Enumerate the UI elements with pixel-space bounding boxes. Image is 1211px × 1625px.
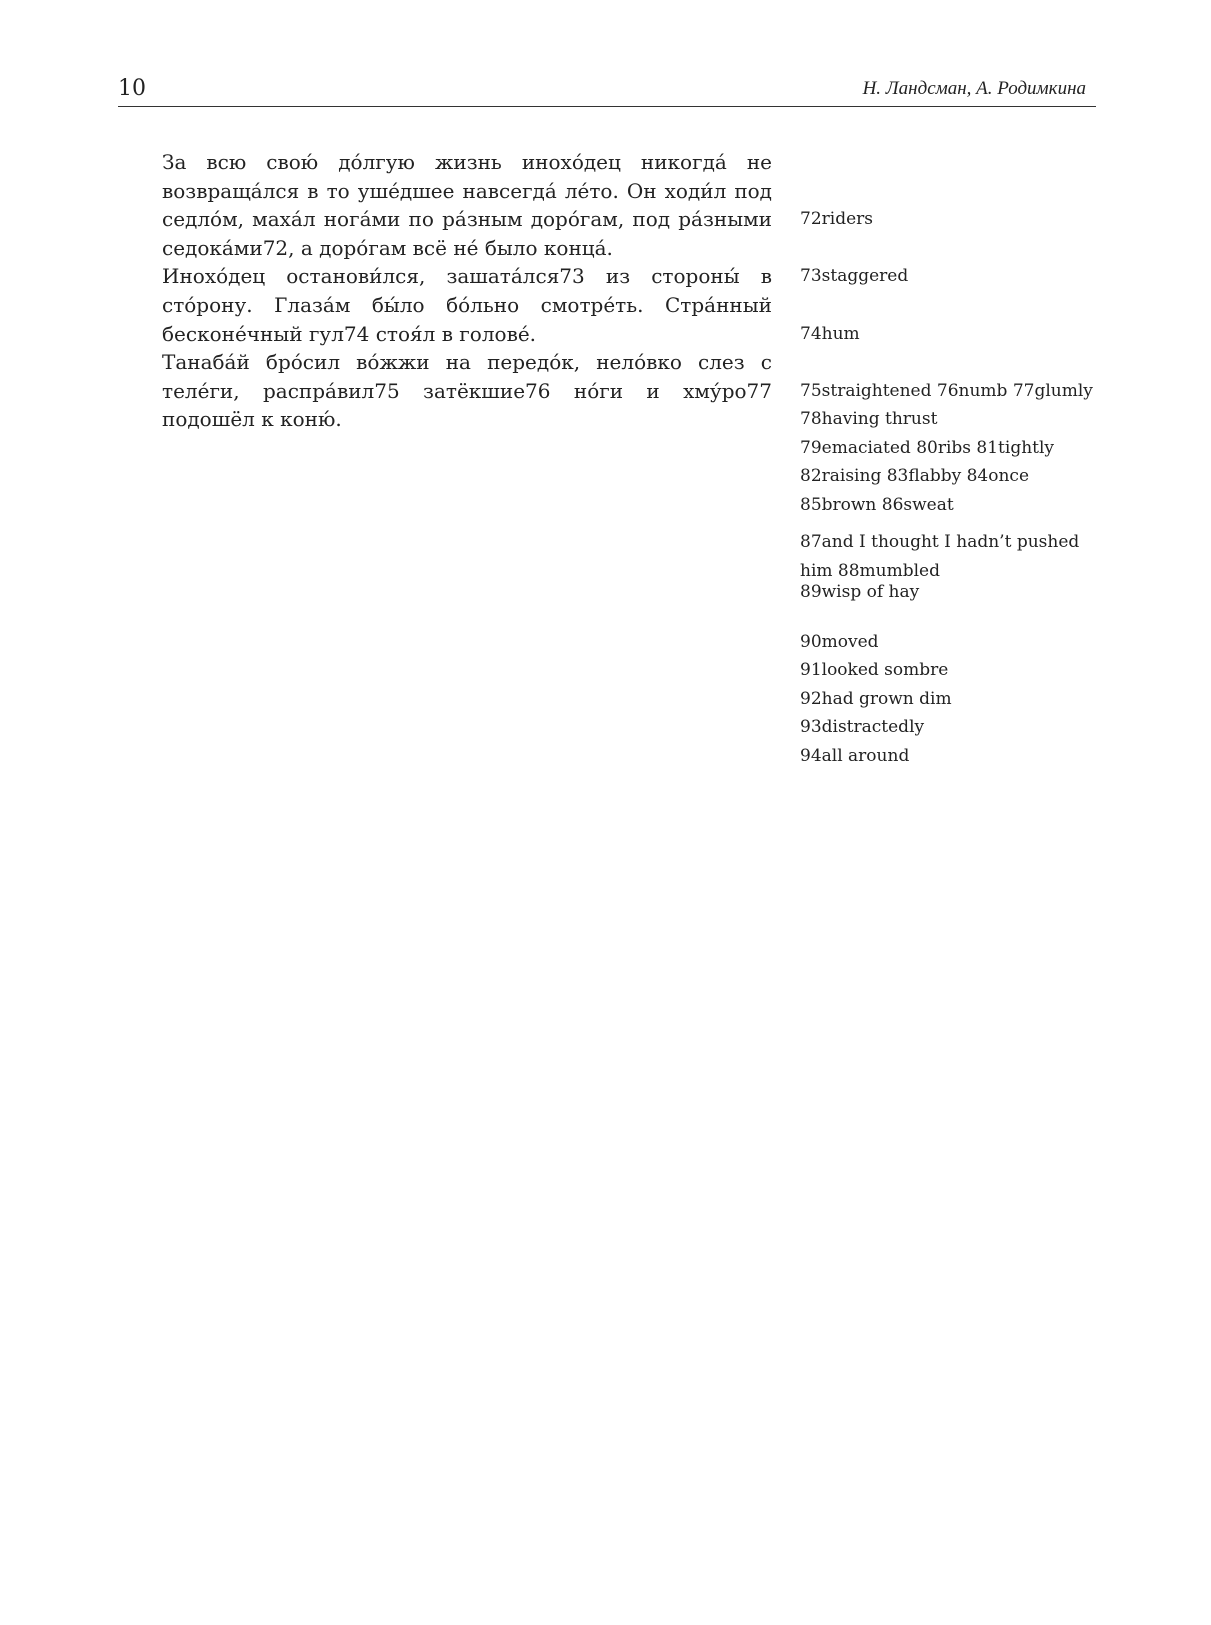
gloss: 82raising 83flabby 84once — [800, 466, 1030, 486]
gloss: 79emaciated 80ribs 81tightly — [800, 438, 1055, 458]
gloss: 93distractedly — [800, 717, 925, 737]
gloss: 87and I thought I hadn’t pushed him 88mumbled — [800, 532, 1080, 581]
page-header — [118, 76, 1096, 107]
gloss: 92had grown dim — [800, 689, 952, 709]
gloss: 85brown 86sweat — [800, 495, 954, 515]
gloss: 73staggered — [800, 266, 909, 286]
paragraph: Инохо́дец останови́лся, зашата́лся73 из стороны́ в сто́рону. Глаза́м бы́ло бо́льно смотре́ть. Стра́нный бесконе́чный гул74 стоя́л в голове́. — [162, 264, 772, 346]
gloss: 90moved — [800, 632, 879, 652]
gloss: 91looked sombre — [800, 660, 949, 680]
paragraph: Танаба́й бро́сил во́жжи на передо́к, нело́вко слез с теле́ги, распра́вил75 затёкшие76 но́ги и хму́ро77 подошёл к коню́. — [162, 350, 772, 432]
gloss: 75straightened 76numb 77glumly — [800, 381, 1093, 401]
gloss: 94all around — [800, 746, 910, 766]
main-text — [162, 148, 772, 434]
gloss: 89wisp of hay — [800, 582, 920, 602]
gloss: 72riders — [800, 209, 873, 229]
paragraph: За всю свою́ до́лгую жизнь инохо́дец никогда́ не возвраща́лся в то уше́дшее навсегда́ ле́то. Он ходи́л под седло́м, маха́л нога́ми по ра́зным доро́гам, под ра́зными седока́ми72, а доро́гам всё не́ было конца́. — [162, 150, 772, 260]
running-head-authors: Н. Ландсман, А. Родимкина — [862, 78, 1086, 99]
gloss: 74hum — [800, 324, 860, 344]
page-number: 10 — [118, 76, 146, 101]
gloss: 78having thrust — [800, 409, 938, 429]
